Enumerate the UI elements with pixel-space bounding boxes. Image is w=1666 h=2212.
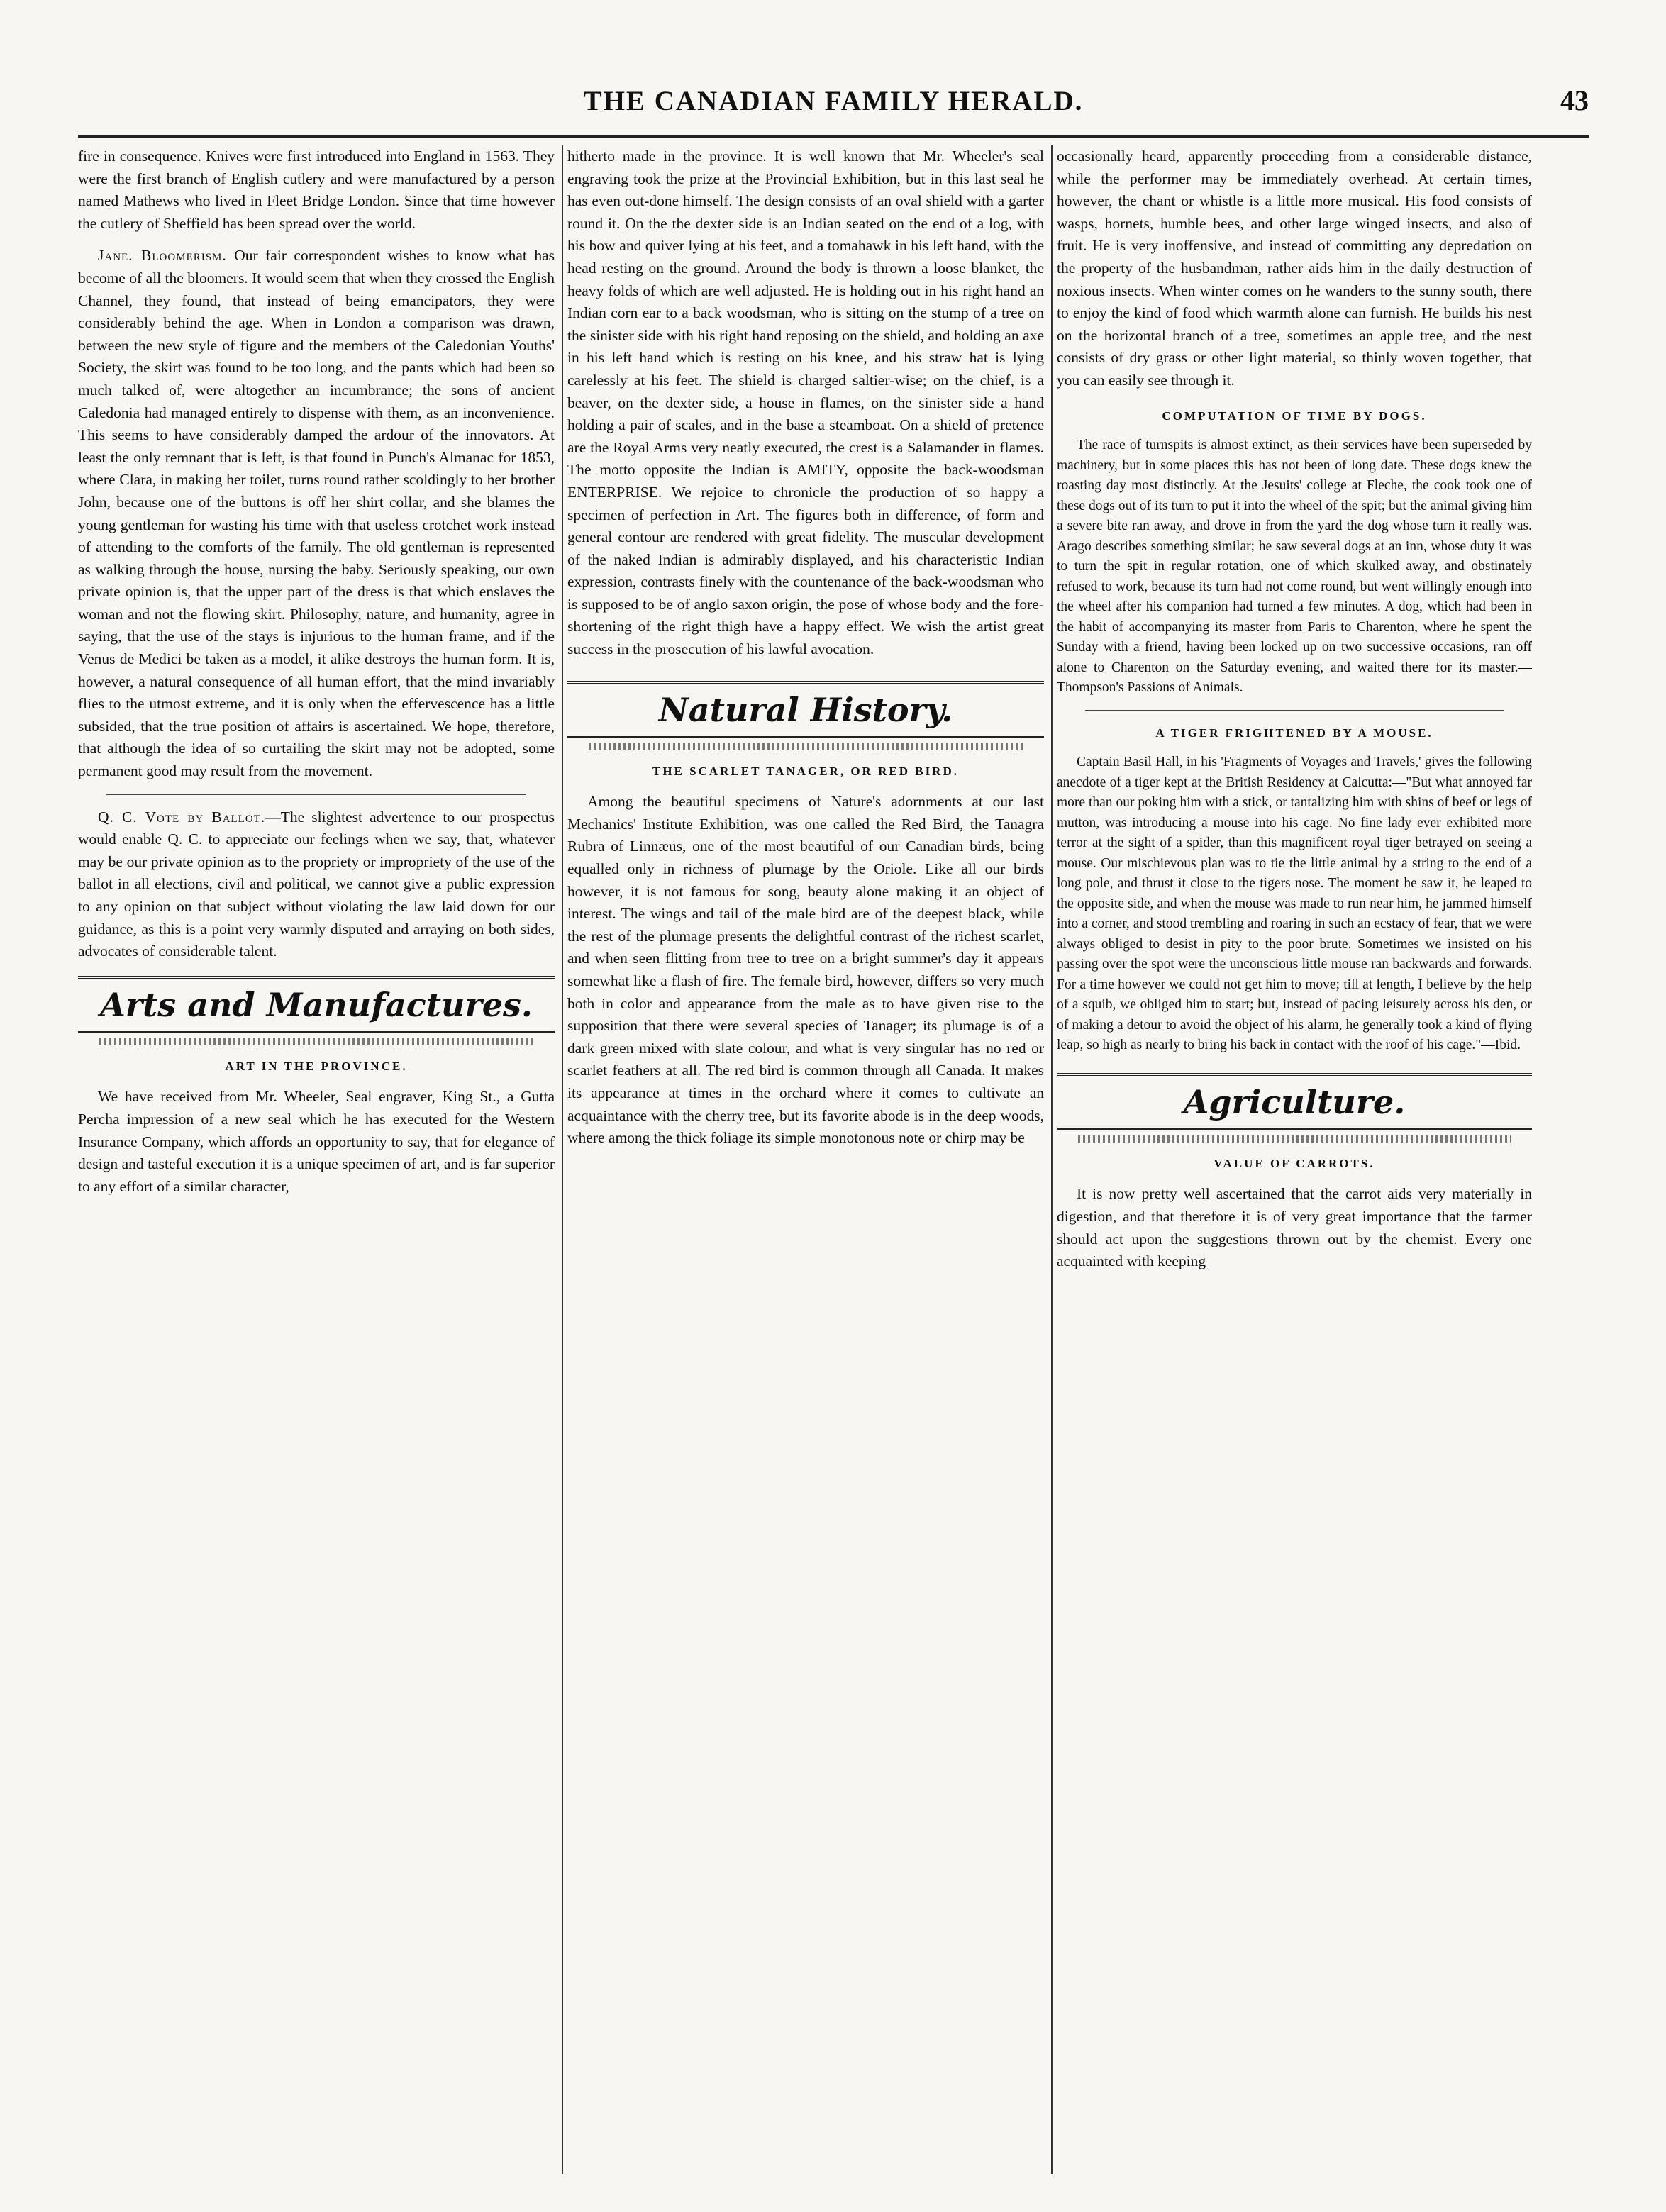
knives-paragraph: fire in consequence. Knives were first introduced into England in 1563. They were the first branch of English cutlery and were manufactured by a person named Mathews who lived in Fleet Bridge London. Since that time however the cutlery of Sheffield has been spread over the world. (78, 148, 555, 232)
dogs-paragraph: The race of turnspits is almost extinct, as their services have been superseded by machinery, but in some places this has not been of long date. These dogs knew the roasting day most distinctly. At the Jesuits' college at Fleche, the cook took one of these dogs out of its turn to put it into the wheel of the spit; but the animal giving him a severe bite ran away, and drove in from the yard the dog whose turn it really was. Arago describes something similar; he saw several dogs at an inn, whose duty it was to turn the spit in regular rotation, one of which skulked away, and obstinately refused to work, because its turn had not come round, but went willingly enough into the wheel after his companion had turned a few minutes. A dog, which had been in the habit of accompanying its master from Paris to Charenton, where he spent the Sunday with a friend, having been locked up on two successive occasions, ran off alone to Charenton on the Saturday evening, and waited there for its master.—Thompson's Passions of Animals. (1057, 438, 1532, 696)
bloomerism-paragraph (78, 245, 555, 782)
ornament-rule (1078, 1135, 1511, 1143)
column-divider (1051, 145, 1053, 2174)
divider (106, 794, 526, 795)
art-paragraph: We have received from Mr. Wheeler, Seal engraver, King St., a Gutta Percha impression of a new seal which he has executed for the Western Insurance Company, which affords an opportunity to say, that for elegance of design and tasteful execution it is a unique specimen of art, and is far superior to any effort of a similar character, (78, 1088, 555, 1195)
ballot-text: —The slightest advertence to our prospectus would enable Q. C. to appreciate our feelings when we say, that, whatever may be our private opinion as to the propriety or impropriety of the use of the ballot in all elections, civil and political, we cannot give a public expression to any opinion on that subject without violating the law laid down for our guidance, as this is a point very warmly disputed and arraying on both sides, advocates of considerable talent. (78, 808, 555, 960)
tanager-paragraph: Among the beautiful specimens of Nature's adornments at our last Mechanics' Institute Exhibition, was one called the Red Bird, the Tanagra Rubra of Linnæus, one of the most beautiful of our Canadian birds, being equalled only in richness of plumage by the Oriole. Like all our birds however, it is not famous for song, beauty alone making it an object of interest. The wings and tail of the male bird are of the deepest black, while the rest of the plumage presents the delightful contrast of the richest scarlet, and when seen flitting from tree to tree on a bright summer's day it appears somewhat like a flash of fire. The female bird, however, differs so very much both in color and appearance from the male as to have given rise to the supposition that there were several species of Tanager; its plumage is of a dark green mixed with slate colour, and what is very singular has no red or scarlet feathers at all. The red bird is common through all Canada. It makes its appearance at times in the orchard where it comes to cultivate an acquaintance with the cherry tree, but its favorite abode is in the deep woods, where among the thick foliage its simple monotonous note or chirp may be (567, 793, 1044, 1147)
section-heading-arts: Arts and Manufactures. (78, 976, 555, 1033)
page-header (78, 77, 1589, 126)
ornament-rule (589, 743, 1023, 750)
subheading-scarlet-tanager: THE SCARLET TANAGER, OR RED BIRD. (652, 764, 959, 778)
subheading-art-province: ART IN THE PROVINCE. (225, 1059, 408, 1073)
bloomerism-text: Our fair correspondent wishes to know what has become of all the bloomers. It would seem that when they crossed the English Channel, they found, that instead of being emancipators, they were considerably behind the age. When in London a comparison was drawn, between the new style of figure and the members of the Caledonian Youths' Society, the skirt was found to be too long, and the pants which had been so much talked of, were altogether an incumbrance; the sons of ancient Caledonia had managed entirely to dispense with them, as an inconvenience. This seems to have considerably damped the ardour of the innovators. At least the only remnant that is left, is that found in Punch's Almanac for 1853, where Clara, in making her toilet, turns round rather scoldingly to her brother John, because one of the buttons is off her shirt collar, and she blames the young gentleman for wasting his time with that useless crotchet work instead of attending to the comforts of the family. The old gentleman is represented as walking through the house, nursing the baby. Seriously speaking, our own private opinion is, that the upper part of the dress is that which enslaves the woman and not the flowing skirt. Philosophy, nature, and humanity, agree in saying, that the use of the stays is injurious to the human frame, and if the Venus de Medici be taken as a model, it alike destroys the human form. It is, however, a natural consequence of all human effort, that the mind invariably flies to the utmost extreme, and it is only when the effervescence has a little subsided, that the true position of affairs is ascertained. We hope, therefore, that although the idea of so curtailing the skirt may not be adopted, some permanent good may result from the movement. (78, 247, 555, 780)
tiger-paragraph: Captain Basil Hall, in his 'Fragments of Voyages and Travels,' gives the following anecdote of a tiger kept at the British Residency at Calcutta:—"But what annoyed far more than our poking him with a stick, or tantalizing him with shins of beef or legs of mutton, was introducing a mouse into his cage. No fine lady ever exhibited more terror at the sight of a spider, than this magnificent royal tiger betrayed on seeing a mouse. Our mischievous plan was to tie the little animal by a string to the end of a long pole, and thrust it close to the tigers nose. The moment he saw it, he leaped to the opposite side, and when the mouse was made to run near him, he jammed himself into a corner, and stood trembling and roaring in such an ecstacy of fear, that we were always obliged to desist in pity to the poor brute. Sometimes we insisted on his passing over the spot were the unconscious little mouse ran backwards and forwards. For a time however we could not get him to move; till at length, I believe by the help of a squib, we obliged him to start; but, instead of pacing leisurely across his den, or of making a detour to avoid the object of his alarm, he generally took a kind of flying leap, so high as nearly to bring his back in contact with the roof of his cage."—Ibid. (1057, 755, 1532, 1053)
newspaper-title: THE CANADIAN FAMILY HERALD. (583, 86, 1084, 116)
bloomerism-lead: Jane. Bloomerism. (98, 247, 227, 265)
page-number: 43 (1560, 84, 1589, 116)
column-3 (1057, 145, 1532, 2174)
subheading-dogs: COMPUTATION OF TIME BY DOGS. (1162, 409, 1427, 423)
subheading-tiger: A TIGER FRIGHTENED BY A MOUSE. (1155, 726, 1433, 740)
column-divider (562, 145, 563, 2174)
column-1 (78, 145, 555, 2174)
divider (1085, 710, 1504, 711)
ballot-paragraph (78, 806, 555, 963)
section-heading-natural-history: Natural History. (567, 681, 1044, 738)
header-rule (78, 135, 1589, 138)
ballot-lead: Q. C. Vote by Ballot. (98, 808, 266, 826)
section-heading-agriculture: Agriculture. (1057, 1073, 1532, 1130)
seal-paragraph: hitherto made in the province. It is well known that Mr. Wheeler's seal engraving took the prize at the Provincial Exhibition, but in this last seal he has even out-done himself. The design consists of an oval shield with a garter round it. On the the dexter side is an Indian seated on the end of a log, with his bow and quiver lying at his feet, and a tomahawk in his left hand, with the head resting on the ground. Around the body is thrown a loose blanket, the heavy folds of which are well adjusted. He is holding out in his right hand an Indian corn ear to a back woodsman, who is sitting on the stump of a tree on the sinister side with his right hand reposing on the shield, and holding an axe in his left hand which is resting on his knee, and his straw hat is lying carelessly at his feet. The shield is charged saltier-wise; on the chief, is a beaver, on the dexter side, a house in flames, on the sinister side a hand holding a pair of scales, and in the base a steamboat. On a shield of pretence are the Royal Arms very neatly executed, the crest is a Salamander in flames. The motto opposite the Indian is AMITY, opposite the back-woodsman ENTERPRISE. We rejoice to chronicle the production of so happy a specimen of perfection in Art. The figures both in difference, of form and general contour are rendered with great fidelity. The muscular development of the naked Indian is admirably displayed, and his characteristic Indian expression, contrasts finely with the countenance of the back-woodsman who is supposed to be of anglo saxon origin, the pose of whose body and the fore-shortening of the right thigh have a happy effect. We wish the artist great success in the prosecution of his lawful avocation. (567, 148, 1044, 658)
ornament-rule (99, 1038, 533, 1045)
subheading-carrots: VALUE OF CARROTS. (1214, 1156, 1375, 1170)
column-2 (567, 145, 1044, 2174)
carrots-paragraph: It is now pretty well ascertained that the carrot aids very materially in digestion, and that therefore it is of very great importance that the farmer should act upon the suggestions thrown out by the chemist. Every one acquainted with keeping (1057, 1185, 1532, 1270)
tanager-continued-paragraph: occasionally heard, apparently proceeding from a considerable distance, while the performer may be immediately overhead. At certain times, however, the chant or whistle is a little more musical. His food consists of wasps, hornets, humble bees, and other large winged insects, and also of fruit. He is very inoffensive, and instead of committing any depredation on the property of the husbandman, rather aids him in the daily destruction of noxious insects. When winter comes on he wanders to the sunny south, there to enjoy the kind of food which warmth alone can furnish. He builds his nest on the horizontal branch of a tree, sometimes an apple tree, and the nest consists of dry grass or other light material, so thinly woven together, that you can easily see through it. (1057, 148, 1532, 389)
